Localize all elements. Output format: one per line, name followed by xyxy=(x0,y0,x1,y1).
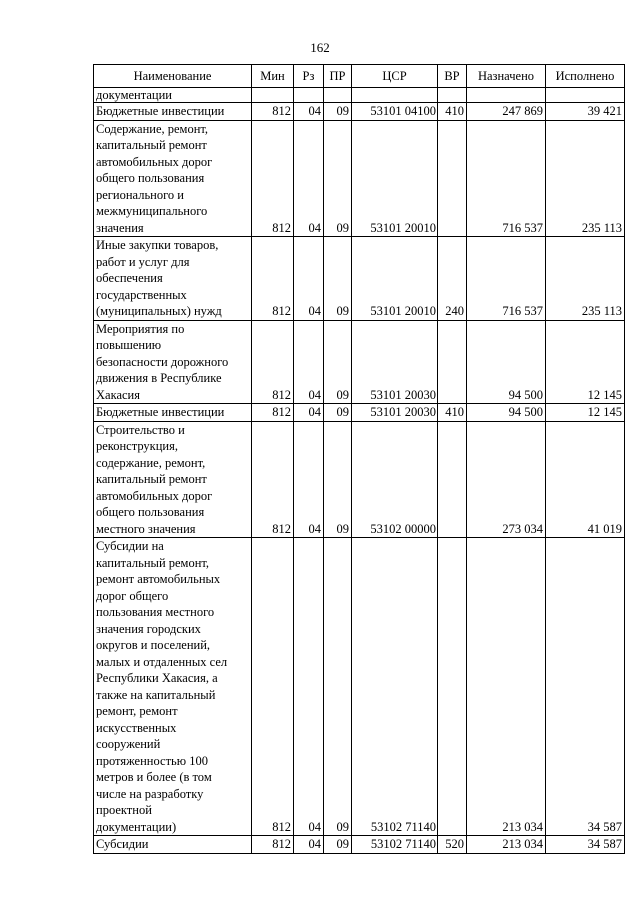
row-rz: 04 xyxy=(294,103,324,121)
row-min: 812 xyxy=(252,320,294,404)
row-executed: 34 587 xyxy=(546,538,625,836)
row-assigned: 94 500 xyxy=(467,404,546,422)
table-row xyxy=(94,836,625,854)
row-name: Содержание, ремонт, капитальный ремонт автомобильных дорог общего пользования регионального и межмуниципального значения xyxy=(94,120,252,237)
row-pr xyxy=(324,88,352,103)
row-min: 812 xyxy=(252,120,294,237)
row-pr: 09 xyxy=(324,421,352,538)
row-pr: 09 xyxy=(324,120,352,237)
table-row xyxy=(94,120,625,237)
row-vr xyxy=(438,320,467,404)
row-rz xyxy=(294,88,324,103)
row-assigned: 213 034 xyxy=(467,538,546,836)
header-name: Наименование xyxy=(94,65,252,88)
row-vr xyxy=(438,88,467,103)
row-pr: 09 xyxy=(324,404,352,422)
row-name: документации xyxy=(94,88,252,103)
header-pr: ПР xyxy=(324,65,352,88)
row-vr xyxy=(438,421,467,538)
row-assigned: 716 537 xyxy=(467,237,546,321)
row-rz: 04 xyxy=(294,237,324,321)
row-name: Бюджетные инвестиции xyxy=(94,404,252,422)
header-assigned: Назначено xyxy=(467,65,546,88)
table-header-row xyxy=(94,65,625,88)
row-min: 812 xyxy=(252,421,294,538)
table-row xyxy=(94,88,625,103)
table-row xyxy=(94,404,625,422)
row-csr: 53101 04100 xyxy=(352,103,438,121)
row-assigned: 213 034 xyxy=(467,836,546,854)
row-name: Субсидии на капитальный ремонт, ремонт автомобильных дорог общего пользования местного значения городских округов и поселений, малых и отдаленных сел Республики Хакасия, а также на капитальный ремонт, ремонт искусственных сооружений протяженностью 100 метров и более (в том числе на разработку проектной документации) xyxy=(94,538,252,836)
page-number: 162 xyxy=(310,40,330,55)
row-vr: 410 xyxy=(438,103,467,121)
row-pr: 09 xyxy=(324,836,352,854)
row-name: Иные закупки товаров, работ и услуг для обеспечения государственных (муниципальных) нужд xyxy=(94,237,252,321)
row-min: 812 xyxy=(252,103,294,121)
row-pr: 09 xyxy=(324,103,352,121)
row-executed: 34 587 xyxy=(546,836,625,854)
row-min: 812 xyxy=(252,836,294,854)
row-executed: 12 145 xyxy=(546,404,625,422)
row-executed: 39 421 xyxy=(546,103,625,121)
row-rz: 04 xyxy=(294,836,324,854)
header-min: Мин xyxy=(252,65,294,88)
row-csr: 53101 20030 xyxy=(352,404,438,422)
row-min: 812 xyxy=(252,404,294,422)
row-name: Бюджетные инвестиции xyxy=(94,103,252,121)
row-csr: 53101 20010 xyxy=(352,237,438,321)
row-executed: 235 113 xyxy=(546,120,625,237)
row-executed: 12 145 xyxy=(546,320,625,404)
header-csr: ЦСР xyxy=(352,65,438,88)
row-min: 812 xyxy=(252,237,294,321)
row-name: Мероприятия по повышению безопасности дорожного движения в Республике Хакасия xyxy=(94,320,252,404)
table-row xyxy=(94,103,625,121)
row-csr xyxy=(352,88,438,103)
table-row xyxy=(94,421,625,538)
row-executed: 41 019 xyxy=(546,421,625,538)
row-min: 812 xyxy=(252,538,294,836)
row-pr: 09 xyxy=(324,320,352,404)
row-min xyxy=(252,88,294,103)
row-vr xyxy=(438,538,467,836)
row-name: Строительство и реконструкция, содержание, ремонт, капитальный ремонт автомобильных дорог общего пользования местного значения xyxy=(94,421,252,538)
row-assigned: 94 500 xyxy=(467,320,546,404)
row-vr: 410 xyxy=(438,404,467,422)
header-vr: ВР xyxy=(438,65,467,88)
row-executed: 235 113 xyxy=(546,237,625,321)
header-rz: Рз xyxy=(294,65,324,88)
table-row xyxy=(94,320,625,404)
row-assigned: 273 034 xyxy=(467,421,546,538)
row-rz: 04 xyxy=(294,120,324,237)
table-row xyxy=(94,538,625,836)
row-vr: 240 xyxy=(438,237,467,321)
row-pr: 09 xyxy=(324,538,352,836)
row-csr: 53102 71140 xyxy=(352,836,438,854)
header-executed: Исполнено xyxy=(546,65,625,88)
row-csr: 53102 00000 xyxy=(352,421,438,538)
row-name: Субсидии xyxy=(94,836,252,854)
row-csr: 53101 20030 xyxy=(352,320,438,404)
row-vr xyxy=(438,120,467,237)
row-pr: 09 xyxy=(324,237,352,321)
row-rz: 04 xyxy=(294,421,324,538)
row-assigned: 247 869 xyxy=(467,103,546,121)
budget-table xyxy=(93,64,625,854)
row-rz: 04 xyxy=(294,404,324,422)
row-assigned xyxy=(467,88,546,103)
row-rz: 04 xyxy=(294,538,324,836)
row-csr: 53102 71140 xyxy=(352,538,438,836)
table-row xyxy=(94,237,625,321)
row-csr: 53101 20010 xyxy=(352,120,438,237)
row-vr: 520 xyxy=(438,836,467,854)
row-assigned: 716 537 xyxy=(467,120,546,237)
row-rz: 04 xyxy=(294,320,324,404)
row-executed xyxy=(546,88,625,103)
